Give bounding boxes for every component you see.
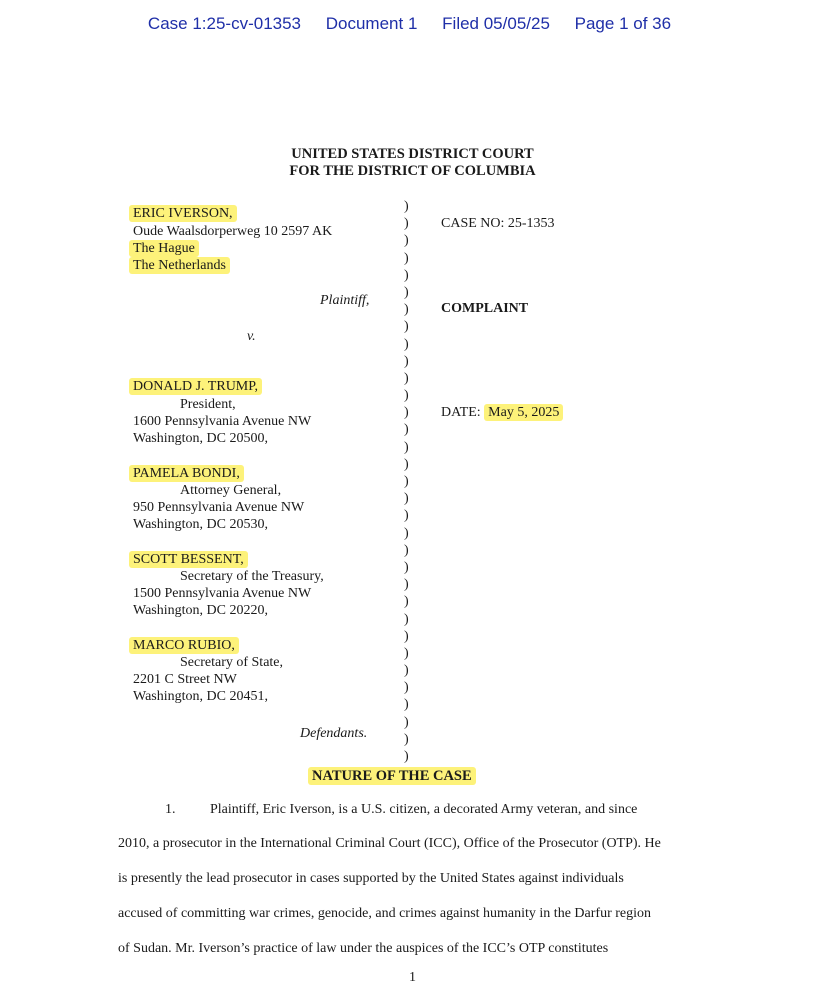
caption-paren: ) [404, 302, 409, 318]
paragraph-number: 1. [165, 802, 176, 817]
caption-paren: ) [404, 233, 409, 249]
defendant-address-2: Washington, DC 20500, [133, 431, 268, 446]
defendant-address-1: 1600 Pennsylvania Avenue NW [133, 414, 312, 429]
date-value: May 5, 2025 [484, 404, 563, 421]
caption-paren: ) [404, 749, 409, 764]
defendant-title: Attorney General, [180, 483, 282, 498]
defendant-address-2: Washington, DC 20530, [133, 517, 268, 532]
defendant-address-2: Washington, DC 20220, [133, 603, 268, 618]
caption-paren: ) [404, 439, 409, 455]
caption-paren: ) [404, 731, 409, 747]
caption-paren: ) [404, 680, 409, 696]
caption-paren: ) [404, 319, 409, 335]
caption-paren: ) [404, 594, 409, 610]
caption-paren: ) [404, 370, 409, 386]
court-title-line2: FOR THE DISTRICT OF COLUMBIA [289, 163, 536, 179]
date-line [441, 405, 563, 421]
defendant-address-1: 950 Pennsylvania Avenue NW [133, 500, 305, 515]
plaintiff-address-2: The Hague [133, 241, 199, 257]
caption-paren: ) [404, 353, 409, 369]
filing-header [0, 14, 819, 34]
date-label: DATE: [441, 405, 481, 420]
caption-paren: ) [404, 474, 409, 489]
caption-paren: ) [404, 663, 409, 679]
caption-paren: ) [404, 628, 409, 644]
caption-paren: ) [404, 456, 409, 472]
caption-paren: ) [404, 267, 409, 283]
defendant-name: MARCO RUBIO, [133, 638, 239, 654]
caption-paren: ) [404, 405, 409, 421]
defendant-name: DONALD J. TRUMP, [133, 379, 262, 395]
defendant-title: Secretary of the Treasury, [180, 569, 324, 584]
caption-paren: ) [404, 577, 409, 593]
caption-paren: ) [404, 542, 409, 558]
defendant-address-1: 1500 Pennsylvania Avenue NW [133, 586, 312, 601]
court-title [0, 146, 819, 180]
header-document: Document 1 [325, 14, 418, 33]
defendant-name: SCOTT BESSENT, [133, 552, 248, 568]
caption-paren: ) [404, 491, 409, 507]
versus: v. [247, 329, 256, 344]
caption-paren: ) [404, 697, 409, 713]
defendant-address-1: 2201 C Street NW [133, 672, 237, 687]
paragraph-line: accused of committing war crimes, genocide, and crimes against humanity in the Darfur region [118, 906, 651, 921]
plaintiff-role: Plaintiff, [320, 293, 370, 308]
caption-paren: ) [404, 216, 409, 232]
header-filed-date: Filed 05/05/25 [442, 14, 550, 33]
paragraph-line: 2010, a prosecutor in the International Criminal Court (ICC), Office of the Prosecutor (OTP). He [118, 836, 661, 851]
caption-paren: ) [404, 284, 409, 300]
caption-paren: ) [404, 559, 409, 575]
caption-paren: ) [404, 388, 409, 404]
caption-paren: ) [404, 611, 409, 627]
defendant-title: Secretary of State, [180, 655, 284, 670]
section-heading: NATURE OF THE CASE [312, 768, 476, 785]
paragraph-line: of Sudan. Mr. Iverson’s practice of law under the auspices of the ICC’s OTP constitutes [118, 941, 609, 956]
caption-paren: ) [404, 422, 409, 438]
caption-paren: ) [404, 508, 409, 524]
caption-paren: ) [404, 336, 409, 352]
caption-paren: ) [404, 199, 409, 214]
page-number: 1 [409, 970, 416, 985]
complaint-title: COMPLAINT [441, 301, 529, 316]
court-title-line1: UNITED STATES DISTRICT COURT [291, 146, 534, 162]
defendant-address-2: Washington, DC 20451, [133, 689, 268, 704]
plaintiff-name: ERIC IVERSON, [133, 206, 237, 222]
caption-paren: ) [404, 645, 409, 661]
caption-paren: ) [404, 714, 409, 730]
paragraph-line: Plaintiff, Eric Iverson, is a U.S. citizen, a decorated Army veteran, and since [210, 802, 638, 817]
defendants-role: Defendants. [300, 726, 368, 741]
defendant-title: President, [180, 397, 236, 412]
defendant-name: PAMELA BONDI, [133, 466, 244, 482]
plaintiff-address-1: Oude Waalsdorperweg 10 2597 AK [133, 224, 333, 239]
plaintiff-address-3: The Netherlands [133, 258, 230, 274]
header-case-number: Case 1:25-cv-01353 [147, 14, 302, 33]
caption-divider [404, 198, 416, 765]
caption-paren: ) [404, 250, 409, 266]
caption-paren: ) [404, 525, 409, 541]
paragraph-line: is presently the lead prosecutor in cases supported by the United States against individuals [118, 871, 624, 886]
header-page: Page 1 of 36 [574, 14, 672, 33]
case-number: CASE NO: 25-1353 [441, 216, 555, 231]
